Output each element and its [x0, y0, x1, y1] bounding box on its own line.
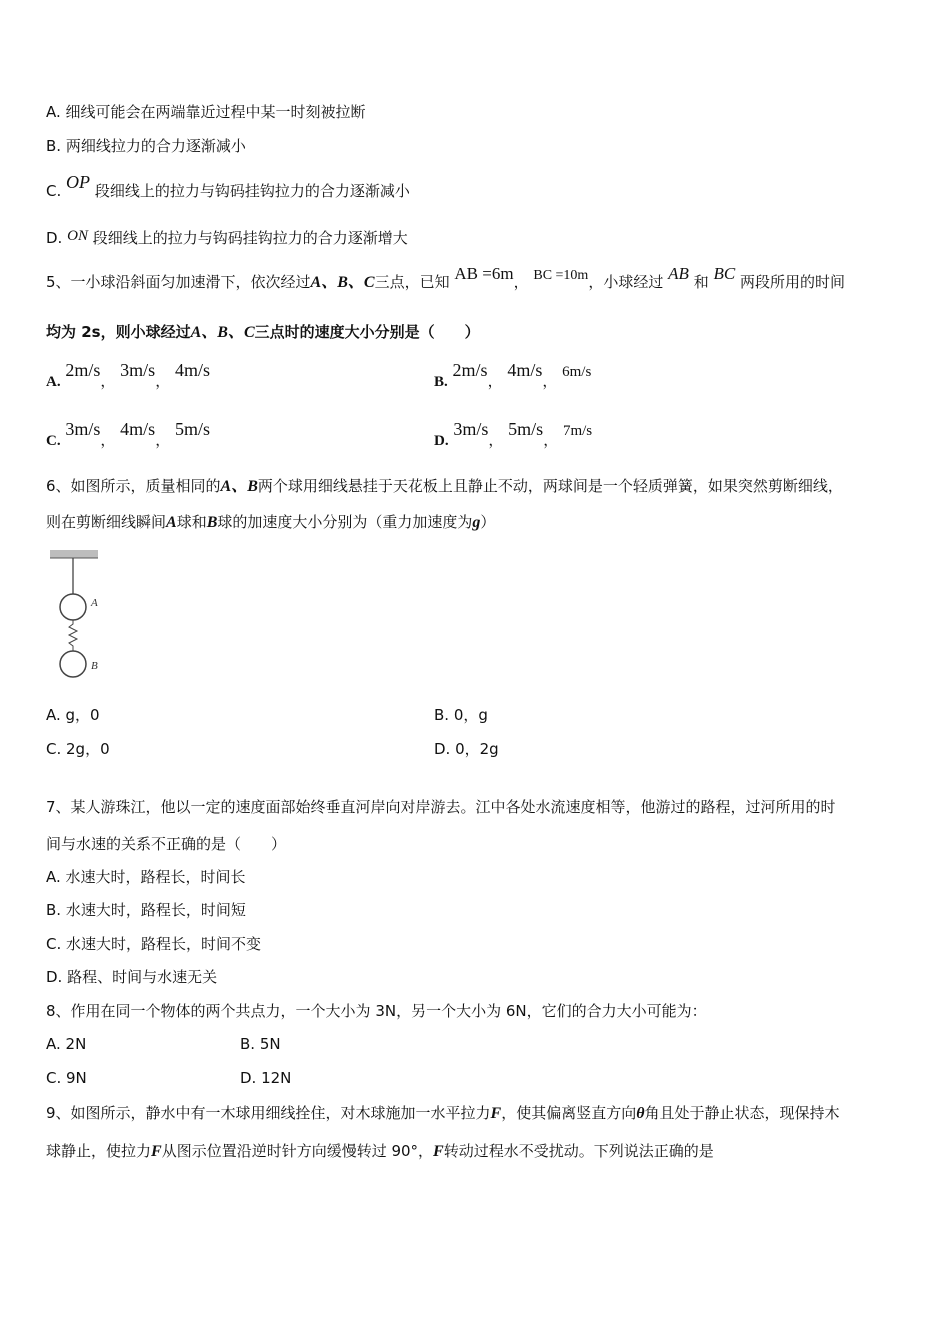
q4-option-c-math: OP	[66, 172, 91, 192]
q4-option-d	[46, 228, 408, 249]
option-value: 3m/s	[120, 360, 156, 380]
q8-option-a: A. 2N	[46, 1035, 87, 1053]
option-value: 6m/s	[562, 364, 592, 380]
q9-theta: θ	[636, 1105, 645, 1122]
q7-option-c: C. 水速大时，路程长，时间不变	[46, 935, 262, 953]
q6-option-d: D. 0，2g	[434, 740, 499, 758]
q6-stem-text: 球和	[176, 513, 207, 531]
q5-points: A、B、C	[190, 324, 255, 341]
q4-option-c-label: C.	[46, 182, 62, 200]
q6-stem-line2	[46, 512, 495, 533]
q9-stem-line1	[46, 1103, 840, 1124]
q5-stem-text: 5、一小球沿斜面匀加速滑下，依次经过	[46, 273, 311, 291]
q6-stem-text: 球的加速度大小分别为（重力加速度为	[217, 513, 473, 531]
option-label: D.	[434, 433, 449, 449]
q5-stem-text: 三点时的速度大小分别是（ ）	[254, 323, 480, 341]
q7-option-b: B. 水速大时，路程长，时间短	[46, 901, 246, 919]
q6-ball-a: A	[166, 514, 177, 531]
q5-ab: AB	[668, 264, 689, 283]
q8-option-d: D. 12N	[240, 1069, 292, 1087]
q5-comma: ，	[513, 273, 529, 291]
q9-stem-text: ，使其偏离竖直方向	[501, 1104, 637, 1122]
q4-option-d-math: ON	[67, 228, 88, 244]
q9-stem-text: 9、如图所示，静水中有一木球用细线拴住，对木球施加一水平拉力	[46, 1104, 491, 1122]
q9-stem-text: 角且处于静止状态，现保持木	[644, 1104, 840, 1122]
q5-bc: BC	[713, 264, 736, 283]
q8-option-b: B. 5N	[240, 1035, 281, 1053]
q6-balls: A、B	[220, 478, 258, 495]
option-value: 5m/s	[508, 419, 544, 439]
q5-ab-equation: AB =6m	[454, 264, 514, 283]
ball-a-label: A	[91, 597, 98, 609]
q6-stem-text: 则在剪断细线瞬间	[46, 513, 167, 531]
q5-option-a: A. 2m/s， 3m/s， 4m/s	[46, 360, 210, 390]
q9-stem-text: 从图示位置沿逆时针方向缓慢转过 90°，	[161, 1142, 434, 1160]
q7-stem-line2: 间与水速的关系不正确的是（ ）	[46, 835, 287, 853]
option-label: C.	[46, 433, 61, 449]
option-value: 2m/s	[452, 360, 488, 380]
q5-points: A、B、C	[310, 274, 375, 291]
q9-force: F	[490, 1105, 502, 1122]
option-label: B.	[434, 374, 448, 390]
q6-option-b: B. 0，g	[434, 706, 488, 724]
q4-option-c	[46, 172, 410, 201]
q5-stem-text: ，小球经过	[588, 273, 664, 291]
q5-stem-line1	[46, 264, 846, 294]
q6-gravity: g	[472, 514, 481, 531]
option-value: 5m/s	[174, 419, 210, 439]
q9-force: F	[151, 1143, 162, 1160]
q5-stem-text: 三点，已知	[374, 273, 450, 291]
ball-b-label: B	[91, 660, 98, 672]
option-value: 4m/s	[174, 360, 210, 380]
q7-option-a: A. 水速大时，路程长，时间长	[46, 868, 246, 886]
q5-and: 和	[693, 273, 709, 291]
q5-option-c: C. 3m/s， 4m/s， 5m/s	[46, 419, 210, 449]
q9-stem-text: 转动过程水不受扰动。下列说法正确的是	[443, 1142, 714, 1160]
q4-option-b: B. 两细线拉力的合力逐渐减小	[46, 137, 246, 155]
q4-option-c-text: 段细线上的拉力与钩码挂钩拉力的合力逐渐减小	[94, 182, 410, 200]
q5-stem-line2	[46, 322, 480, 343]
option-value: 7m/s	[562, 423, 593, 439]
q9-force: F	[433, 1143, 444, 1160]
q9-stem-line2	[46, 1141, 714, 1162]
q6-option-c: C. 2g，0	[46, 740, 110, 758]
q5-stem-text: 两段所用的时间	[740, 273, 846, 291]
option-value: 4m/s	[120, 419, 156, 439]
option-value: 2m/s	[65, 360, 101, 380]
q5-option-b: B. 2m/s， 4m/s， 6m/s	[434, 360, 592, 390]
q6-stem-line1	[46, 476, 843, 497]
q6-stem-text: ）	[480, 513, 496, 531]
option-label: A.	[46, 374, 61, 390]
spring	[69, 620, 77, 651]
q6-ball-b: B	[206, 514, 218, 531]
option-value: 3m/s	[65, 419, 101, 439]
q4-option-a: A. 细线可能会在两端靠近过程中某一时刻被拉断	[46, 103, 366, 121]
q7-stem-line1: 7、某人游珠江，他以一定的速度面部始终垂直河岸向对岸游去。江中各处水流速度相等，他游过的路程，过河所用的时	[46, 798, 836, 816]
q5-option-d: D. 3m/s， 5m/s， 7m/s	[434, 419, 593, 449]
option-value: 3m/s	[453, 419, 489, 439]
q6-stem-text: 6、如图所示，质量相同的	[46, 477, 221, 495]
q6-stem-text: 两个球用细线悬挂于天花板上且静止不动，两球间是一个轻质弹簧，如果突然剪断细线，	[257, 477, 843, 495]
q9-stem-text: 球静止，使拉力	[46, 1142, 152, 1160]
q5-bc-equation: BC =10m	[533, 268, 589, 283]
option-value: 4m/s	[507, 360, 543, 380]
spring-balls-figure	[46, 548, 116, 682]
ball-b	[60, 651, 86, 677]
q4-option-d-text: 段细线上的拉力与钩码挂钩拉力的合力逐渐增大	[92, 229, 408, 247]
q5-stem-text: 均为 2s，则小球经过	[46, 323, 191, 341]
q6-option-a: A. g，0	[46, 706, 100, 724]
q7-option-d: D. 路程、时间与水速无关	[46, 968, 218, 986]
ball-a	[60, 594, 86, 620]
q4-option-d-label: D.	[46, 229, 63, 247]
q8-option-c: C. 9N	[46, 1069, 87, 1087]
q8-stem: 8、作用在同一个物体的两个共点力，一个大小为 3N，另一个大小为 6N，它们的合力大小可能为：	[46, 1002, 707, 1020]
ceiling	[50, 550, 98, 558]
